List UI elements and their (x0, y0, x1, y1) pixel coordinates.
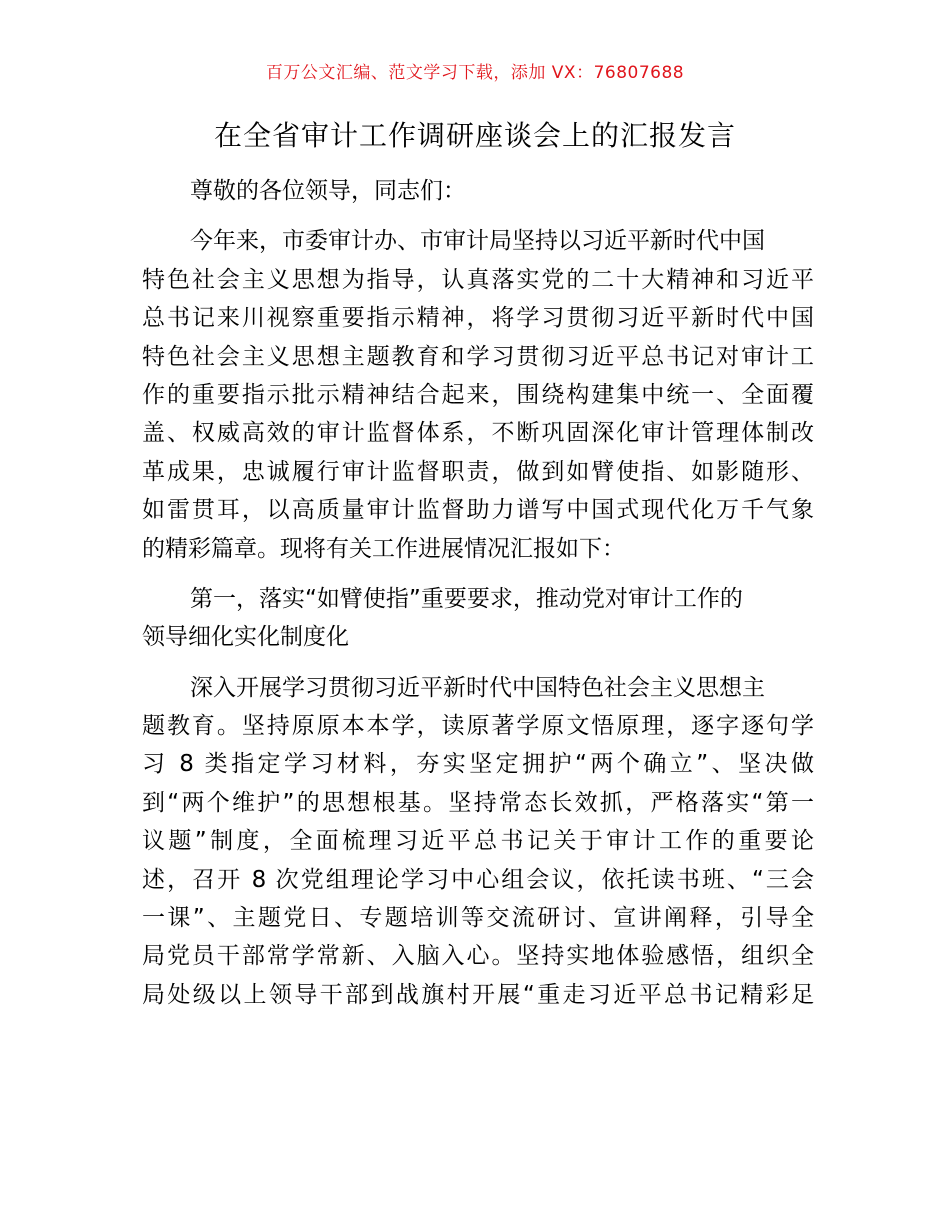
paragraph-line: 特色社会主义思想主题教育和学习贯彻习近平总书记对审计工 (142, 343, 814, 370)
paragraph-line: 领导细化实化制度化 (142, 624, 349, 651)
paragraph-study (142, 669, 814, 1015)
paragraph-line: 习 8 类指定学习材料，夯实坚定拥护“两个确立”、坚决做 (142, 751, 814, 778)
paragraph-intro (142, 222, 814, 568)
document-body (142, 172, 814, 1014)
paragraph-line: 到“两个维护”的思想根基。坚持常态长效抓，严格落实“第一 (142, 789, 814, 816)
paragraph-line: 特色社会主义思想为指导，认真落实党的二十大精神和习近平 (142, 266, 814, 293)
document-title: 在全省审计工作调研座谈会上的汇报发言 (213, 119, 736, 152)
paragraph-line: 一课”、主题党日、专题培训等交流研讨、宣讲阐释，引导全 (142, 905, 814, 932)
paragraph-line: 题教育。坚持原原本本学，读原著学原文悟原理，逐字逐句学 (142, 713, 814, 740)
paragraph-line: 局处级以上领导干部到战旗村开展“重走习近平总书记精彩足 (142, 981, 814, 1008)
paragraph-line: 盖、权威高效的审计监督体系，不断巩固深化审计管理体制改 (142, 420, 814, 447)
paragraph-line: 今年来，市委审计办、市审计局坚持以习近平新时代中国 (190, 228, 765, 255)
paragraph-line: 深入开展学习贯彻习近平新时代中国特色社会主义思想主 (190, 674, 765, 701)
paragraph-line: 总书记来川视察重要指示精神，将学习贯彻习近平新时代中国 (142, 305, 814, 332)
salutation: 尊敬的各位领导，同志们： (190, 178, 466, 204)
section-heading-first (142, 580, 814, 657)
paragraph-line: 的精彩篇章。现将有关工作进展情况汇报如下： (142, 535, 625, 562)
paragraph-line: 第一，落实“如臂使指”重要要求，推动党对审计工作的 (190, 585, 743, 612)
paragraph-line: 革成果，忠诚履行审计监督职责，做到如臂使指、如影随形、 (142, 458, 814, 485)
paragraph-line: 述，召开 8 次党组理论学习中心组会议，依托读书班、“三会 (142, 866, 814, 893)
paragraph-line: 作的重要指示批示精神结合起来，围绕构建集中统一、全面覆 (142, 381, 814, 408)
paragraph-line: 局党员干部常学常新、入脑入心。坚持实地体验感悟，组织全 (142, 943, 814, 970)
promo-banner: 百万公文汇编、范文学习下载，添加 VX：76807688 (265, 63, 685, 83)
paragraph-line: 议题”制度，全面梳理习近平总书记关于审计工作的重要论 (142, 828, 814, 855)
paragraph-line: 如雷贯耳，以高质量审计监督助力谱写中国式现代化万千气象 (142, 497, 814, 524)
